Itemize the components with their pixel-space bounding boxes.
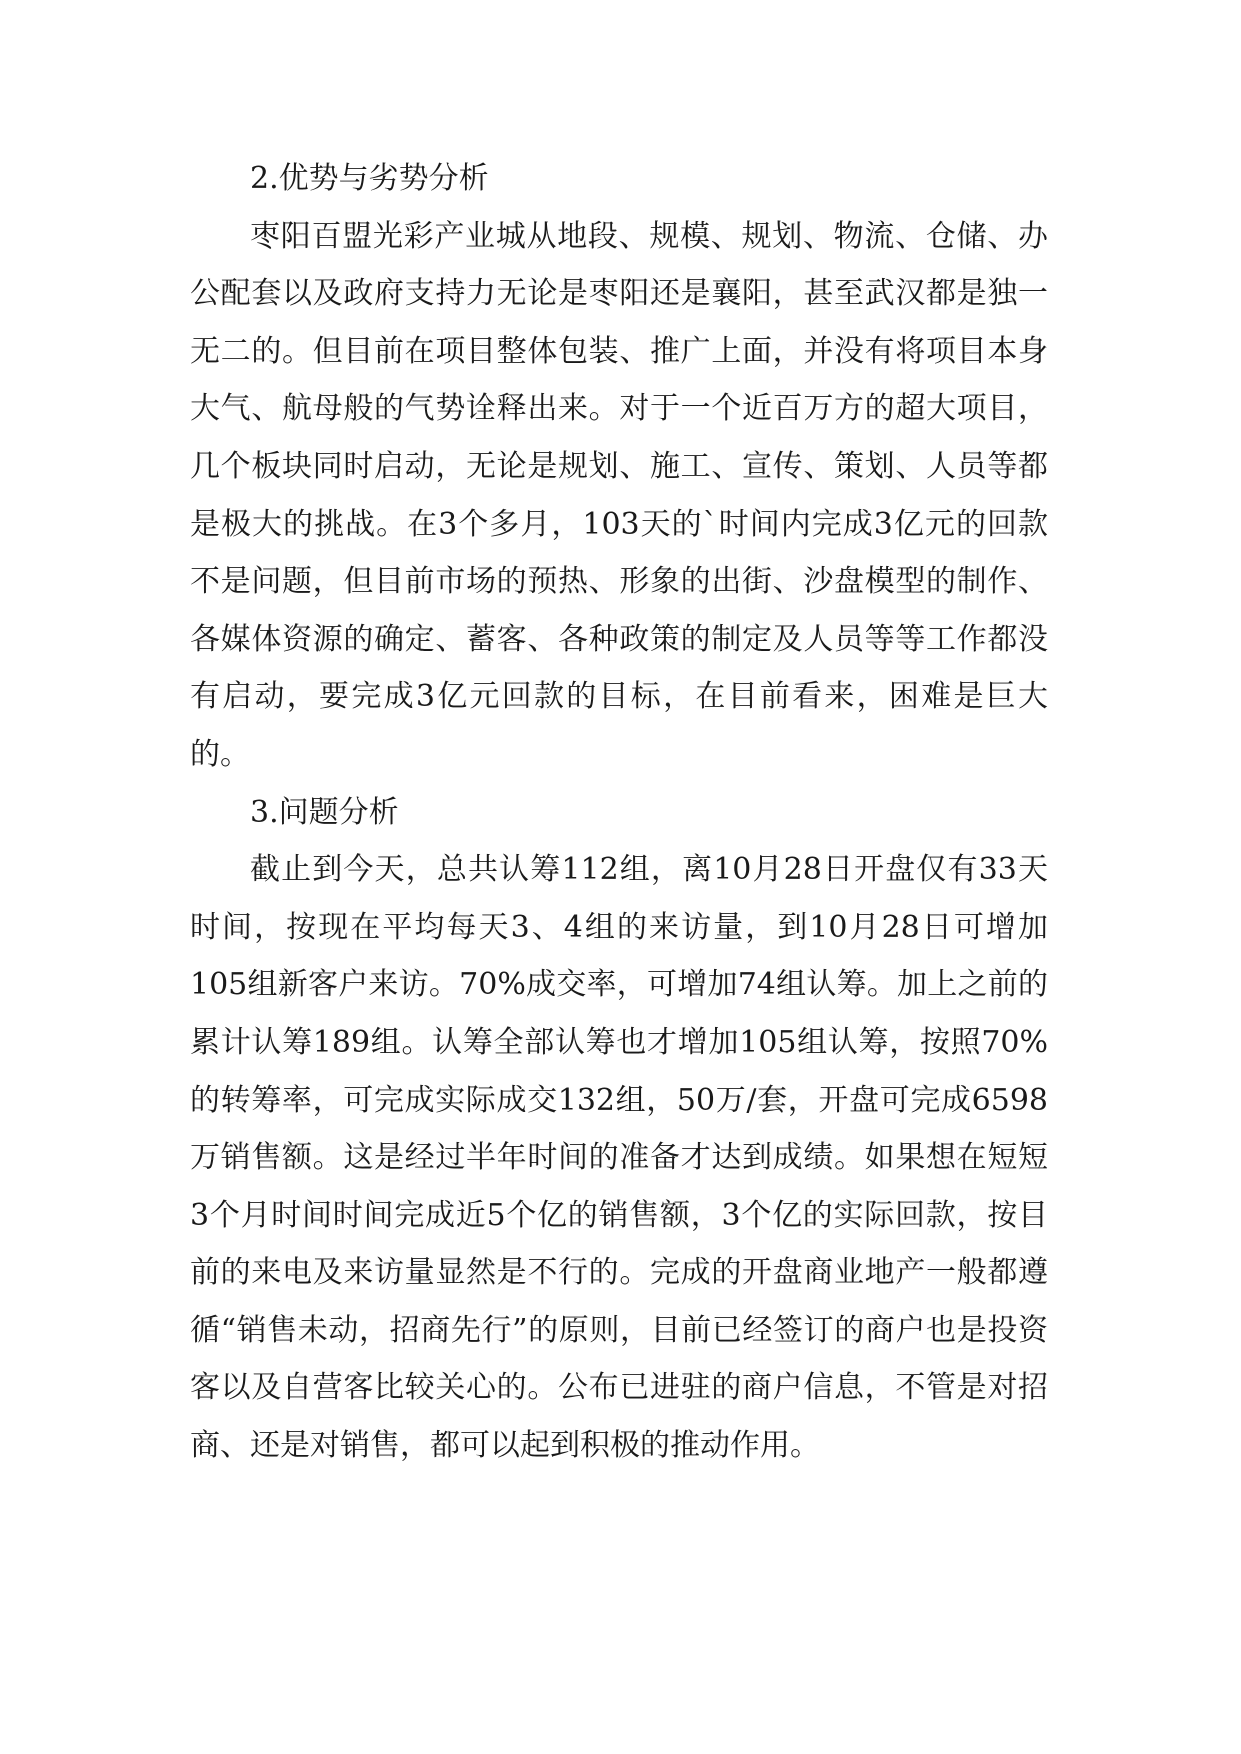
document-page [190,150,1048,1475]
paragraph-advantages: 枣阳百盟光彩产业城从地段、规模、规划、物流、仓储、办公配套以及政府支持力无论是枣阳还是襄阳，甚至武汉都是独一无二的。但目前在项目整体包装、推广上面，并没有将项目本身大气、航母般的气势诠释出来。对于一个近百万方的超大项目，几个板块同时启动，无论是规划、施工、宣传、策划、人员等都是极大的挑战。在3个多月，103天的`时间内完成3亿元的回款不是问题，但目前市场的预热、形象的出街、沙盘模型的制作、各媒体资源的确定、蓄客、各种政策的制定及人员等等工作都没有启动，要完成3亿元回款的目标，在目前看来，困难是巨大的。 [190,218,1048,772]
paragraph-problems: 截止到今天，总共认筹112组，离10月28日开盘仅有33天时间，按现在平均每天3、4组的来访量，到10月28日可增加105组新客户来访。70%成交率，可增加74组认筹。加上之前的累计认筹189组。认筹全部认筹也才增加105组认筹，按照70%的转筹率，可完成实际成交132组，50万/套，开盘可完成6598万销售额。这是经过半年时间的准备才达到成绩。如果想在短短3个月时间时间完成近5个亿的销售额，3个亿的实际回款，按目前的来电及来访量显然是不行的。完成的开盘商业地产一般都遵循“销售未动，招商先行”的原则，目前已经签订的商户也是投资客以及自营客比较关心的。公布已进驻的商户信息，不管是对招商、还是对销售，都可以起到积极的推动作用。 [190,852,1048,1464]
section-heading-problems: 3.问题分析 [250,794,399,830]
section-heading-advantages: 2.优势与劣势分析 [250,161,489,196]
